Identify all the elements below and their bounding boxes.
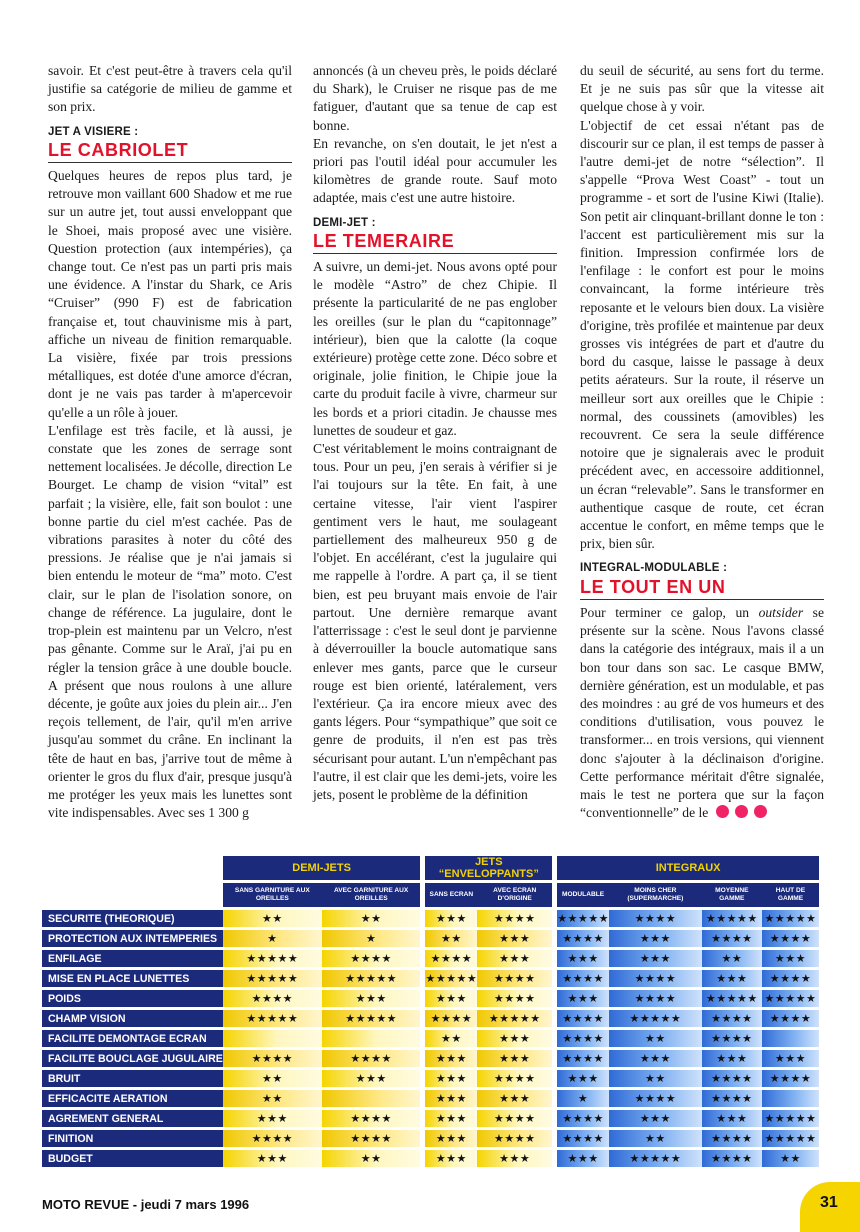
row-label: AGREMENT GENERAL xyxy=(42,1110,223,1127)
paragraph xyxy=(580,604,824,823)
end-mark-dots xyxy=(716,805,773,823)
table-row xyxy=(42,1030,819,1047)
rating-cell: ★★★★ xyxy=(609,990,702,1007)
section-kicker: INTEGRAL-MODULABLE : xyxy=(580,562,728,575)
rating-cell: ★★★ xyxy=(425,990,477,1007)
section-title: LE TEMERAIRE xyxy=(313,232,557,254)
column-subheader: SANS GARNITURE AUX OREILLES xyxy=(223,883,322,907)
article-column-1 xyxy=(48,62,292,822)
column-subheader: MODULABLE xyxy=(557,883,609,907)
rating-cell: ★★★ xyxy=(557,1150,609,1167)
group-header: JETS “ENVELOPPANTS” xyxy=(425,856,552,880)
paragraph: A suivre, un demi-jet. Nous avons opté pour le modèle “Astro” de chez Chipie. Il présente la particularité de ne pas englober les oreilles (sur le plan du “capitonnage” intérieur), bien que la calotte (la coque extérieure) protège cette zone. Déco sobre et originale, jolie finition, le Chipie joue la carte du produit facile à vivre, charmeur sur les bords et a priori citadin. Je chausse mes lunettes de soudeur et gaz. xyxy=(313,259,557,438)
rating-cell: ★★★★★ xyxy=(223,1010,322,1027)
rating-cell: ★★★★ xyxy=(557,1110,609,1127)
rating-cell: ★★★★ xyxy=(702,1010,762,1027)
rating-cell: ★★ xyxy=(425,930,477,947)
section-title: LE CABRIOLET xyxy=(48,141,292,163)
rating-cell: ★★★★★ xyxy=(223,970,322,987)
rating-cell: ★★★★★ xyxy=(609,1150,702,1167)
rating-cell: ★★ xyxy=(223,910,322,927)
rating-rows xyxy=(42,910,819,1167)
page-number: 31 xyxy=(800,1182,860,1232)
table-row xyxy=(42,950,819,967)
rating-cell: ★★★ xyxy=(425,1070,477,1087)
rating-cell: ★ xyxy=(223,930,322,947)
row-label: CHAMP VISION xyxy=(42,1010,223,1027)
helmet-comparison-table xyxy=(42,853,819,1170)
rating-cell: ★★★★ xyxy=(557,930,609,947)
rating-cell: ★★★★★ xyxy=(609,1010,702,1027)
rating-cell: ★★★ xyxy=(223,1110,322,1127)
paragraph: En revanche, on s'en doutait, le jet n'est a priori pas l'outil idéal pour accumuler les kilomètres de grande route. Sauf moto adaptée, mais c'est une autre histoire. xyxy=(313,135,557,206)
rating-cell: ★★★ xyxy=(477,1090,552,1107)
column-subheader: SANS ECRAN xyxy=(425,883,477,907)
rating-cell: ★★★ xyxy=(477,930,552,947)
rating-cell: ★★★ xyxy=(425,910,477,927)
rating-cell: ★★★ xyxy=(425,1110,477,1127)
rating-cell: ★★★ xyxy=(425,1050,477,1067)
rating-cell: ★★★ xyxy=(702,970,762,987)
rating-cell: ★★★★ xyxy=(322,1130,421,1147)
rating-cell: ★★★ xyxy=(557,990,609,1007)
table-row xyxy=(42,1010,819,1027)
row-label: BUDGET xyxy=(42,1150,223,1167)
rating-cell: ★★★★ xyxy=(322,950,421,967)
rating-cell: ★★★ xyxy=(557,1070,609,1087)
rating-cell xyxy=(322,1030,421,1047)
paragraph: du seuil de sécurité, au sens fort du terme. Et je ne suis pas sûr que la vitesse ait quelque chose à y voir. xyxy=(580,63,824,115)
rating-cell: ★★ xyxy=(223,1090,322,1107)
table-row xyxy=(42,930,819,947)
rating-cell: ★★★★ xyxy=(557,1050,609,1067)
row-label: FINITION xyxy=(42,1130,223,1147)
rating-cell: ★★★ xyxy=(322,990,421,1007)
rating-cell: ★★★★ xyxy=(477,1110,552,1127)
rating-cell: ★★★★ xyxy=(557,970,609,987)
paragraph: C'est véritablement le moins contraignant de tous. Pour un peu, j'en serais à vérifier si je l'ai toujours sur la tête. En fait, à une certaine vitesse, l'air vient l'aspirer gentiment vers le haut, me soulageant partiellement des malheureux 950 g de l'objet. En accélérant, c'est la jugulaire qui me rappelle à l'ordre. A part ça, il se tient bien, est peu bruyant mais envoie de l'air partout. Une dernière remarque avant l'atterrissage : c'est le seul dont je parvienne à déverrouiller la boucle automatique sans enlever mes gants, parce que le curseur rouge est bien orienté, latéralement, vers l'extérieur. Ça ira encore mieux avec des gants légers. Pour “sympathique” que soit ce genre de produits, il n'en est pas très sécurisant pour autant. L'un n'empêchant pas l'autre, il est clair que les demi-jets, voire les jets, posent le problème de la définition xyxy=(313,441,557,802)
rating-cell: ★★★★ xyxy=(609,1090,702,1107)
row-label: POIDS xyxy=(42,990,223,1007)
emphasis: outsider xyxy=(758,604,804,620)
rating-cell: ★★★★★ xyxy=(702,910,762,927)
rating-cell: ★★★★★ xyxy=(477,1010,552,1027)
column-subheader: HAUT DE GAMME xyxy=(762,883,819,907)
column-subheader: MOYENNE GAMME xyxy=(702,883,762,907)
rating-cell: ★★ xyxy=(762,1150,819,1167)
rating-cell: ★★★★ xyxy=(762,930,819,947)
row-label: EFFICACITE AERATION xyxy=(42,1090,223,1107)
table-row xyxy=(42,1090,819,1107)
rating-cell: ★★★ xyxy=(477,1050,552,1067)
rating-cell: ★★★★ xyxy=(477,990,552,1007)
rating-cell: ★★★★ xyxy=(609,970,702,987)
rating-cell: ★★★ xyxy=(557,950,609,967)
paragraph: L'objectif de cet essai n'étant pas de discourir sur ce plan, il est temps de passer à l'autre demi-jet de notre “sélection”. Il s'appelle “Prova West Coast” - tout un programme - et sort de l'usine Kiwi (Italie). Son petit air clinquant-brillant donne le ton : l'accent est particulièrement mis sur la finition. Impression confirmée lors de l'enfilage : le confort est pour le moins convaincant, la forme intérieure très reposante et le velours bien doux. La visière d'origine, très profilée et maintenue par deux grosses vis intégrées de part et d'autre du bord du casque, laisse le passage à deux petits aérateurs. Sur la route, il réserve un meilleur sort aux oreilles que le Chipie : normal, des coussinets (amovibles) les recouvrent. Ce sera la seule différence notoire que je signalerais avec le produit précédent avec, en accessoire additionnel, un écran “relevable”. Sans le transformer en authentique casque de route, cet écran accentue le confort, en même temps que le prix, bien sûr. xyxy=(580,117,824,552)
article-column-2 xyxy=(313,62,557,804)
rating-cell: ★★★★ xyxy=(557,1030,609,1047)
rating-cell: ★ xyxy=(557,1090,609,1107)
rating-cell: ★★★★ xyxy=(702,1130,762,1147)
rating-cell: ★★★★★ xyxy=(702,990,762,1007)
rating-cell: ★★★★ xyxy=(223,990,322,1007)
section-title: LE TOUT EN UN xyxy=(580,578,824,600)
row-label: SECURITE (THEORIQUE) xyxy=(42,910,223,927)
row-label: FACILITE BOUCLAGE JUGULAIRE xyxy=(42,1050,223,1067)
rating-cell: ★ xyxy=(322,930,421,947)
rating-cell: ★★★★★ xyxy=(762,1110,819,1127)
rating-cell: ★★★★ xyxy=(702,930,762,947)
rating-cell: ★★★★ xyxy=(702,1150,762,1167)
table-row xyxy=(42,910,819,927)
table-corner xyxy=(42,856,223,880)
rating-cell: ★★★★★ xyxy=(557,910,609,927)
rating-cell: ★★★★ xyxy=(609,910,702,927)
paragraph: Quelques heures de repos plus tard, je retrouve mon vaillant 600 Shadow et me rue sur un autre jet, tout aussi enveloppant que le Shoei, mais proposé avec une visière. Question protection (aux intempéries), ça change tout. Ce n'est pas un parti pris mais une évidence. A l'instar du Shark, ce Aris “Cruiser” (990 F) est de fabrication française et, tout chauvinisme mis à part, affiche un niveau de finition remarquable. La visière, fixée par trois pressions métalliques, est dotée d'une amorce d'écran, dont je ne vais pas tarder à m'apercevoir qu'elle a un rôle à jouer. xyxy=(48,168,292,420)
rating-cell: ★★★ xyxy=(609,950,702,967)
rating-cell: ★★★ xyxy=(609,930,702,947)
rating-cell: ★★★★★ xyxy=(223,950,322,967)
rating-cell: ★★★★ xyxy=(762,1010,819,1027)
table-row xyxy=(42,1050,819,1067)
rating-cell: ★★ xyxy=(609,1130,702,1147)
rating-cell: ★★★ xyxy=(425,1150,477,1167)
rating-cell: ★★★ xyxy=(477,1150,552,1167)
rating-cell: ★★★★ xyxy=(223,1130,322,1147)
row-label: FACILITE DEMONTAGE ECRAN xyxy=(42,1030,223,1047)
rating-cell: ★★★★★ xyxy=(762,1130,819,1147)
rating-cell: ★★★★ xyxy=(223,1050,322,1067)
rating-cell: ★★★★ xyxy=(477,1070,552,1087)
rating-cell: ★★★★ xyxy=(702,1070,762,1087)
rating-cell: ★★★ xyxy=(322,1070,421,1087)
paragraph: annoncés (à un cheveu près, le poids déclaré du Shark), le Cruiser ne risque pas de me fatiguer, d'autant que sa tenue de cap est bonne. xyxy=(313,63,557,133)
rating-cell: ★★★★ xyxy=(702,1030,762,1047)
rating-cell: ★★★ xyxy=(223,1150,322,1167)
table-row xyxy=(42,970,819,987)
rating-cell: ★★★ xyxy=(425,1130,477,1147)
table-row xyxy=(42,1070,819,1087)
rating-cell: ★★ xyxy=(322,910,421,927)
rating-cell: ★★★ xyxy=(477,950,552,967)
rating-cell xyxy=(322,1090,421,1107)
rating-cell: ★★★★ xyxy=(557,1010,609,1027)
table-row xyxy=(42,1150,819,1167)
rating-cell xyxy=(762,1090,819,1107)
rating-cell: ★★★★ xyxy=(425,950,477,967)
rating-cell: ★★ xyxy=(425,1030,477,1047)
rating-cell: ★★★★★ xyxy=(322,970,421,987)
section-kicker: DEMI-JET : xyxy=(313,216,376,229)
rating-cell: ★★★★ xyxy=(425,1010,477,1027)
rating-cell: ★★ xyxy=(223,1070,322,1087)
rating-cell: ★★★★ xyxy=(477,910,552,927)
column-subheader: AVEC GARNITURE AUX OREILLES xyxy=(322,883,421,907)
rating-cell: ★★★ xyxy=(609,1110,702,1127)
rating-cell: ★★★ xyxy=(762,950,819,967)
rating-cell: ★★★★ xyxy=(702,1090,762,1107)
rating-cell: ★★★ xyxy=(702,1110,762,1127)
rating-cell: ★★★ xyxy=(609,1050,702,1067)
paragraph: L'enfilage est très facile, et là aussi, je constate que les zones de serrage sont nettement localisées. Je décolle, direction Le Bourget. Le champ de vision “vital” est parfait ; la visière, elle, fait son boulot : une bonne partie du ciel m'est cachée. Pas de vibrations parasites à noter du côté des pressions. Je réalise que je n'ai jamais si bien entendu le moteur de “ma” moto. C'est clair, sur le plan de l'isolation sonore, on change de référence. La jugulaire, dont le trop-plein est maintenu par un Velcro, n'est pas gênante. Comme sur le Araï, j'ai pu en régler la tension grâce à une double boucle. A présent que nous roulons à une allure décente, je goûte aux joies du plein air... J'en reçois tellement, de l'air, qu'il m'en arrive jusqu'au sommet du crâne. En inclinant la tête de haut en bas, j'arrive tout de même à orienter le gros du flux d'air, presque jusqu'à me protéger les yeux mais les lunettes sont vite indispensables. Avec ses 1 300 g xyxy=(48,422,292,821)
paragraph: savoir. Et c'est peut-être à travers cela qu'il justifie sa catégorie de milieu de gamme et son prix. xyxy=(48,63,292,115)
rating-cell: ★★ xyxy=(322,1150,421,1167)
text-span: Pour terminer ce galop, un xyxy=(580,604,759,620)
rating-cell: ★★★★★ xyxy=(762,990,819,1007)
rating-cell: ★★★ xyxy=(477,1030,552,1047)
section-kicker: JET A VISIERE : xyxy=(48,125,139,138)
rating-cell: ★★★★★ xyxy=(322,1010,421,1027)
row-label: BRUIT xyxy=(42,1070,223,1087)
column-subheader: AVEC ECRAN D'ORIGINE xyxy=(477,883,552,907)
rating-cell: ★★★ xyxy=(425,1090,477,1107)
rating-cell: ★★★★★ xyxy=(762,910,819,927)
rating-cell: ★★★ xyxy=(762,1050,819,1067)
row-label: MISE EN PLACE LUNETTES xyxy=(42,970,223,987)
table-row xyxy=(42,990,819,1007)
rating-cell xyxy=(223,1030,322,1047)
rating-cell: ★★★★ xyxy=(762,970,819,987)
row-label: PROTECTION AUX INTEMPERIES xyxy=(42,930,223,947)
rating-cell: ★★★★★ xyxy=(425,970,477,987)
column-subheader: MOINS CHER (SUPERMARCHE) xyxy=(609,883,702,907)
rating-cell: ★★★★ xyxy=(762,1070,819,1087)
rating-cell: ★★★★ xyxy=(322,1050,421,1067)
rating-cell: ★★★★ xyxy=(557,1130,609,1147)
rating-cell: ★★★★ xyxy=(477,1130,552,1147)
row-label: ENFILAGE xyxy=(42,950,223,967)
group-header: INTEGRAUX xyxy=(557,856,819,880)
group-header: DEMI-JETS xyxy=(223,856,421,880)
table-row xyxy=(42,1130,819,1147)
rating-cell: ★★ xyxy=(702,950,762,967)
page-footer: MOTO REVUE - jeudi 7 mars 1996 xyxy=(42,1197,250,1212)
rating-cell: ★★ xyxy=(609,1030,702,1047)
rating-cell: ★★★★ xyxy=(477,970,552,987)
table-row xyxy=(42,1110,819,1127)
rating-cell: ★★★★ xyxy=(322,1110,421,1127)
rating-cell: ★★ xyxy=(609,1070,702,1087)
article-column-3 xyxy=(580,62,824,823)
text-span: se présente sur la scène. Nous l'avons classé dans la catégorie des intégraux, mais il a un bon tour dans son sac. Le casque BMW, dernière génération, est un modulable, et pas des moindres : au gré de vos humeurs et des conditions d'utilisation, vous pouvez le transformer... en trois versions, qui viennent donc s'ajouter à la déclinaison d'origine. Cette performance méritait d'être signalée, mais le test ne portera que sur la façon “conventionnelle” de le xyxy=(580,604,824,821)
rating-cell: ★★★ xyxy=(702,1050,762,1067)
rating-cell xyxy=(762,1030,819,1047)
